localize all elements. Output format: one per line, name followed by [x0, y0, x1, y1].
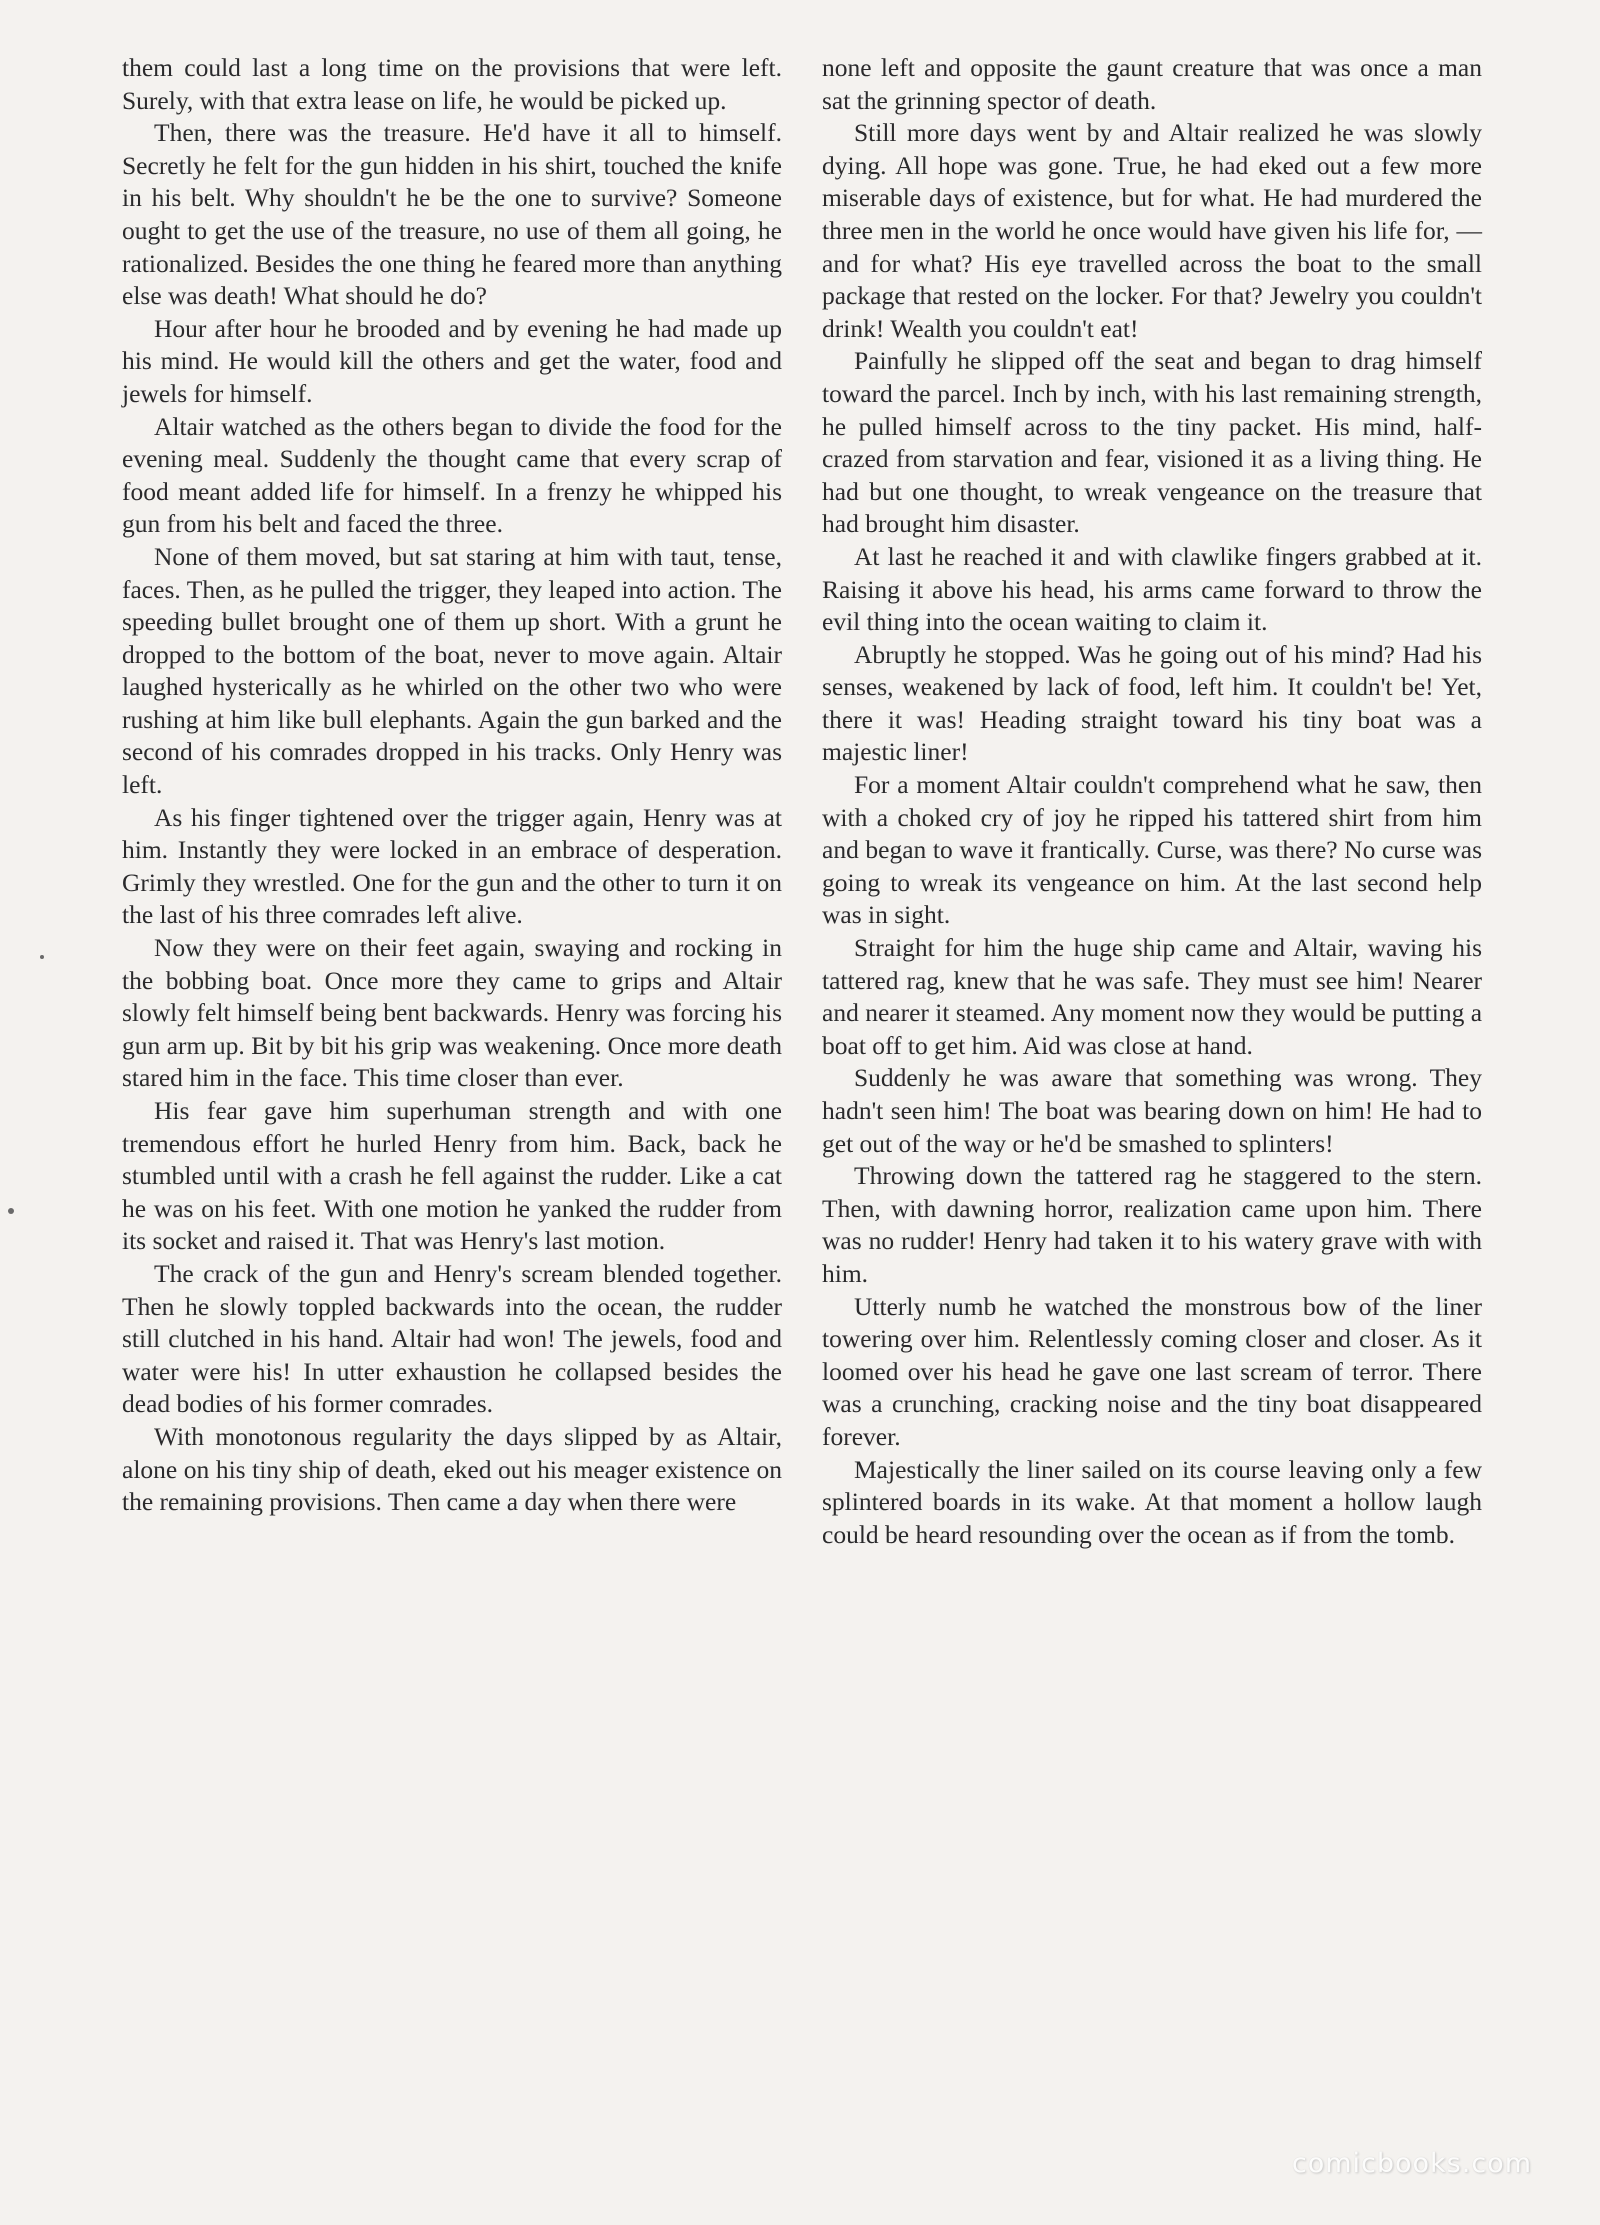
paragraph: His fear gave him superhuman strength and with one tremendous effort he hurled Henry from him. Back, back he stumbled until with a crash he fell against the rudder. Like a cat he was on his feet. With one motion he yanked the rudder from its socket and raised it. That was Henry's last motion.: [122, 1096, 782, 1256]
paragraph: For a moment Altair couldn't comprehend what he saw, then with a choked cry of joy he ripped his tattered shirt from him and began to wave it frantically. Curse, was there? No curse was going to wreak its vengeance on him. At the last second help was in sight.: [822, 770, 1482, 930]
left-text-column: [122, 52, 782, 1519]
print-speck: [8, 1208, 14, 1214]
paragraph: Utterly numb he watched the monstrous bow of the liner towering over him. Relentlessly coming closer and closer. As it loomed over his head he gave one last scream of terror. There was a crunching, cracking noise and the tiny boat disappeared forever.: [822, 1291, 1482, 1451]
paragraph: Now they were on their feet again, swaying and rocking in the bobbing boat. Once more they came to grips and Altair slowly felt himself being bent backwards. Henry was forcing his gun arm up. Bit by bit his grip was weakening. Once more death stared him in the face. This time closer than ever.: [122, 933, 782, 1093]
paragraph: The crack of the gun and Henry's scream blended together. Then he slowly toppled backwards into the ocean, the rudder still clutched in his hand. Altair had won! The jewels, food and water were his! In utter exhaustion he collapsed besides the dead bodies of his former comrades.: [122, 1258, 782, 1419]
paragraph: At last he reached it and with clawlike fingers grabbed at it. Raising it above his head, his arms came forward to throw the evil thing into the ocean waiting to claim it.: [822, 541, 1482, 637]
paragraph: Throwing down the tattered rag he staggered to the stern. Then, with dawning horror, realization came upon him. There was no rudder! Henry had taken it to his watery grave with with him.: [822, 1161, 1482, 1288]
paragraph: Still more days went by and Altair realized he was slowly dying. All hope was gone. True, he had eked out a few more miserable days of existence, but for what. He had murdered the three men in the world he once would have given his life for, — and for what? His eye travelled across the boat to the small package that rested on the locker. For that? Jewelry you couldn't drink! Wealth you couldn't eat!: [822, 118, 1482, 343]
paragraph: Then, there was the treasure. He'd have it all to himself. Secretly he felt for the gun hidden in his shirt, touched the knife in his belt. Why shouldn't he be the one to survive? Someone ought to get the use of the treasure, no use of them all going, he rationalized. Besides the one thing he feared more than anything else was death! What should he do?: [122, 118, 782, 311]
paragraph: Painfully he slipped off the seat and began to drag himself toward the parcel. Inch by inch, with his last remaining strength, he pulled himself across to the tiny packet. His mind, half-crazed from starvation and fear, visioned it as a living thing. He had but one thought, to wreak vengeance on the treasure that had brought him disaster.: [822, 346, 1482, 539]
paragraph: Suddenly he was aware that something was wrong. They hadn't seen him! The boat was bearing down on him! He had to get out of the way or he'd be smashed to splinters!: [822, 1063, 1482, 1158]
paragraph: Abruptly he stopped. Was he going out of his mind? Had his senses, weakened by lack of food, left him. It couldn't be! Yet, there it was! Heading straight toward his tiny boat was a majestic liner!: [822, 639, 1482, 767]
paragraph: None of them moved, but sat staring at him with taut, tense, faces. Then, as he pulled the trigger, they leaped into action. The speeding bullet brought one of them up short. With a grunt he dropped to the bottom of the boat, never to move again. Altair laughed hysterically as he whirled on the other two who were rushing at him like bull elephants. Again the gun barked and the second of his comrades dropped in his tracks. Only Henry was left.: [122, 541, 782, 800]
paragraph: Straight for him the huge ship came and Altair, waving his tattered rag, knew that he was safe. They must see him! Nearer and nearer it steamed. Any moment now they would be putting a boat off to get him. Aid was close at hand.: [822, 933, 1483, 1060]
print-speck: [40, 955, 44, 959]
paragraph: Majestically the liner sailed on its course leaving only a few splintered boards in its wake. At that moment a hollow laugh could be heard resounding over the ocean as if from the tomb.: [822, 1454, 1482, 1549]
paragraph: With monotonous regularity the days slipped by as Altair, alone on his tiny ship of death, eked out his meager existence on the remaining provisions. Then came a day when there were: [122, 1421, 782, 1517]
paragraph: Hour after hour he brooded and by evening he had made up his mind. He would kill the others and get the water, food and jewels for himself.: [122, 313, 782, 408]
site-watermark: comicbooks.com: [1291, 2148, 1532, 2179]
right-text-column: [822, 52, 1482, 1551]
paragraph: As his finger tightened over the trigger again, Henry was at him. Instantly they were locked in an embrace of desperation. Grimly they wrestled. One for the gun and the other to turn it on the last of his three comrades left alive.: [122, 802, 782, 930]
paragraph: none left and opposite the gaunt creature that was once a man sat the grinning spector of death.: [822, 53, 1482, 115]
paragraph: Altair watched as the others began to divide the food for the evening meal. Suddenly the thought came that every scrap of food meant added life for himself. In a frenzy he whipped his gun from his belt and faced the three.: [122, 411, 782, 539]
paragraph: them could last a long time on the provisions that were left. Surely, with that extra lease on life, he would be picked up.: [122, 53, 782, 115]
